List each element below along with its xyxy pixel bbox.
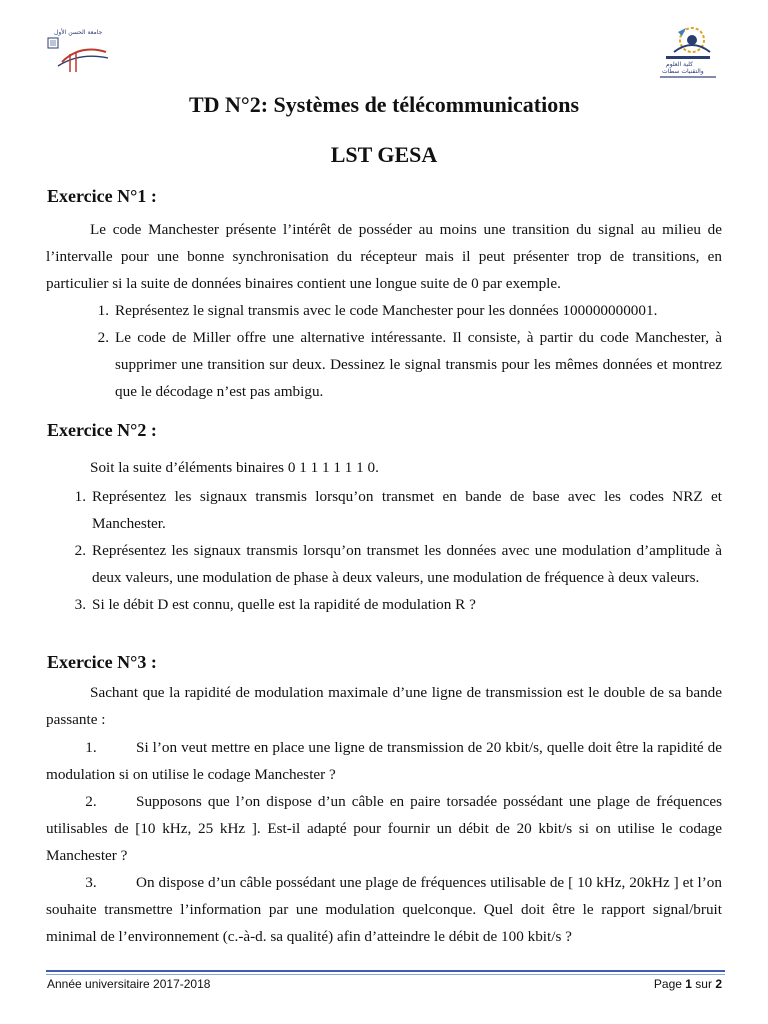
list-item-text: Représentez les signaux transmis lorsqu’on transmet en bande de base avec les codes NRZ et Manchester. bbox=[92, 488, 722, 532]
list-item-number: 3. bbox=[74, 596, 86, 613]
document-title: TD N°2: Systèmes de télécommunications bbox=[188, 92, 580, 117]
exercise-3-intro-text: Sachant que la rapidité de modulation maximale d’une ligne de transmission est le double de sa bande passante : bbox=[46, 684, 722, 728]
list-item-text: Le code de Miller offre une alternative intéressante. Il consiste, à partir du code Manchester, à supprimer une transition sur deux. Dessinez le signal transmis pour les mêmes données et montrez que le décodage n’est pas ambigu. bbox=[115, 329, 722, 400]
university-logo bbox=[40, 22, 110, 78]
list-item-text: On dispose d’un câble possédant une plage de fréquences utilisable de [ 10 kHz, 20kHz ] et l’on souhaite transmettre l’information par une modulation quelconque. Quel doit être le rapport signal/bruit minimal de l’environnement (c.-à-d. sa qualité) afin d’atteindre le débit de 100 kbit/s ? bbox=[46, 874, 722, 945]
list-item-number: 2. bbox=[74, 542, 86, 559]
faculty-logo-arabic-text: كلية العلوم bbox=[666, 61, 693, 68]
list-item-number: 1. bbox=[85, 739, 97, 756]
footer-page-number bbox=[654, 977, 722, 991]
list-item-number: 2. bbox=[85, 793, 97, 810]
exercise-2-intro-text: Soit la suite d’éléments binaires 0 1 1 1 1 1 1 0. bbox=[90, 459, 379, 476]
footer-page-total: 2 bbox=[715, 977, 722, 991]
exercise-2-list bbox=[74, 483, 722, 618]
exercise-1-intro-text: Le code Manchester présente l’intérêt de posséder au moins une transition du signal au milieu de l’intervalle pour une bonne synchronisation du récepteur mais il peut présenter trop de transitions, en particulier si la suite de données binaires contient une longue suite de 0 par exemple. bbox=[46, 221, 722, 292]
university-logo-arabic-text: جامعة الحسن الأول bbox=[54, 29, 103, 36]
list-item bbox=[74, 591, 722, 618]
list-item bbox=[74, 483, 722, 537]
list-item-text: Si le débit D est connu, quelle est la rapidité de modulation R ? bbox=[92, 596, 476, 613]
list-item-text: Représentez le signal transmis avec le code Manchester pour les données 100000000001. bbox=[115, 302, 658, 319]
faculty-logo bbox=[652, 18, 724, 82]
list-item-text: Si l’on veut mettre en place une ligne de transmission de 20 kbit/s, quelle doit être la rapidité de modulation si on utilise le codage Manchester ? bbox=[46, 739, 722, 783]
page-header bbox=[0, 0, 768, 90]
exercise-1-intro bbox=[46, 216, 722, 297]
footer-rule bbox=[46, 970, 725, 972]
exercise-1-list bbox=[97, 297, 722, 405]
footer-academic-year: Année universitaire 2017-2018 bbox=[47, 977, 211, 991]
exercise-3-list bbox=[46, 734, 722, 950]
list-item-text: Représentez les signaux transmis lorsqu’on transmet les données avec une modulation d’amplitude à deux valeurs, une modulation de phase à deux valeurs, une modulation de fréquence à deux valeurs. bbox=[92, 542, 722, 586]
exercise-1-heading: Exercice N°1 : bbox=[47, 186, 157, 206]
list-item bbox=[97, 324, 722, 405]
exercise-2-heading: Exercice N°2 : bbox=[47, 420, 157, 440]
footer-rule-thin bbox=[46, 974, 725, 975]
exercise-3-intro bbox=[46, 679, 722, 733]
footer-page-of: sur bbox=[695, 977, 712, 991]
list-item-text: Supposons que l’on dispose d’un câble en paire torsadée possédant une plage de fréquences utilisables de [10 kHz, 25 kHz ]. Est-il adapté pour fournir un débit de 20 kbit/s si on utilise le codage Manchester ? bbox=[46, 793, 722, 864]
footer-page-current: 1 bbox=[685, 977, 692, 991]
list-item bbox=[97, 297, 722, 324]
list-item-number: 2. bbox=[97, 329, 109, 346]
list-item bbox=[46, 788, 722, 869]
document-subtitle: LST GESA bbox=[330, 142, 438, 167]
faculty-logo-arabic-subtext: والتقنيات سطات bbox=[662, 68, 704, 75]
list-item bbox=[46, 734, 722, 788]
footer-page-word: Page bbox=[653, 977, 682, 991]
exercise-3-heading: Exercice N°3 : bbox=[47, 652, 157, 672]
list-item-number: 3. bbox=[85, 874, 97, 891]
list-item-number: 1. bbox=[74, 488, 86, 505]
exercise-2-intro bbox=[46, 454, 722, 481]
list-item-number: 1. bbox=[97, 302, 109, 319]
list-item bbox=[46, 869, 722, 950]
list-item bbox=[74, 537, 722, 591]
